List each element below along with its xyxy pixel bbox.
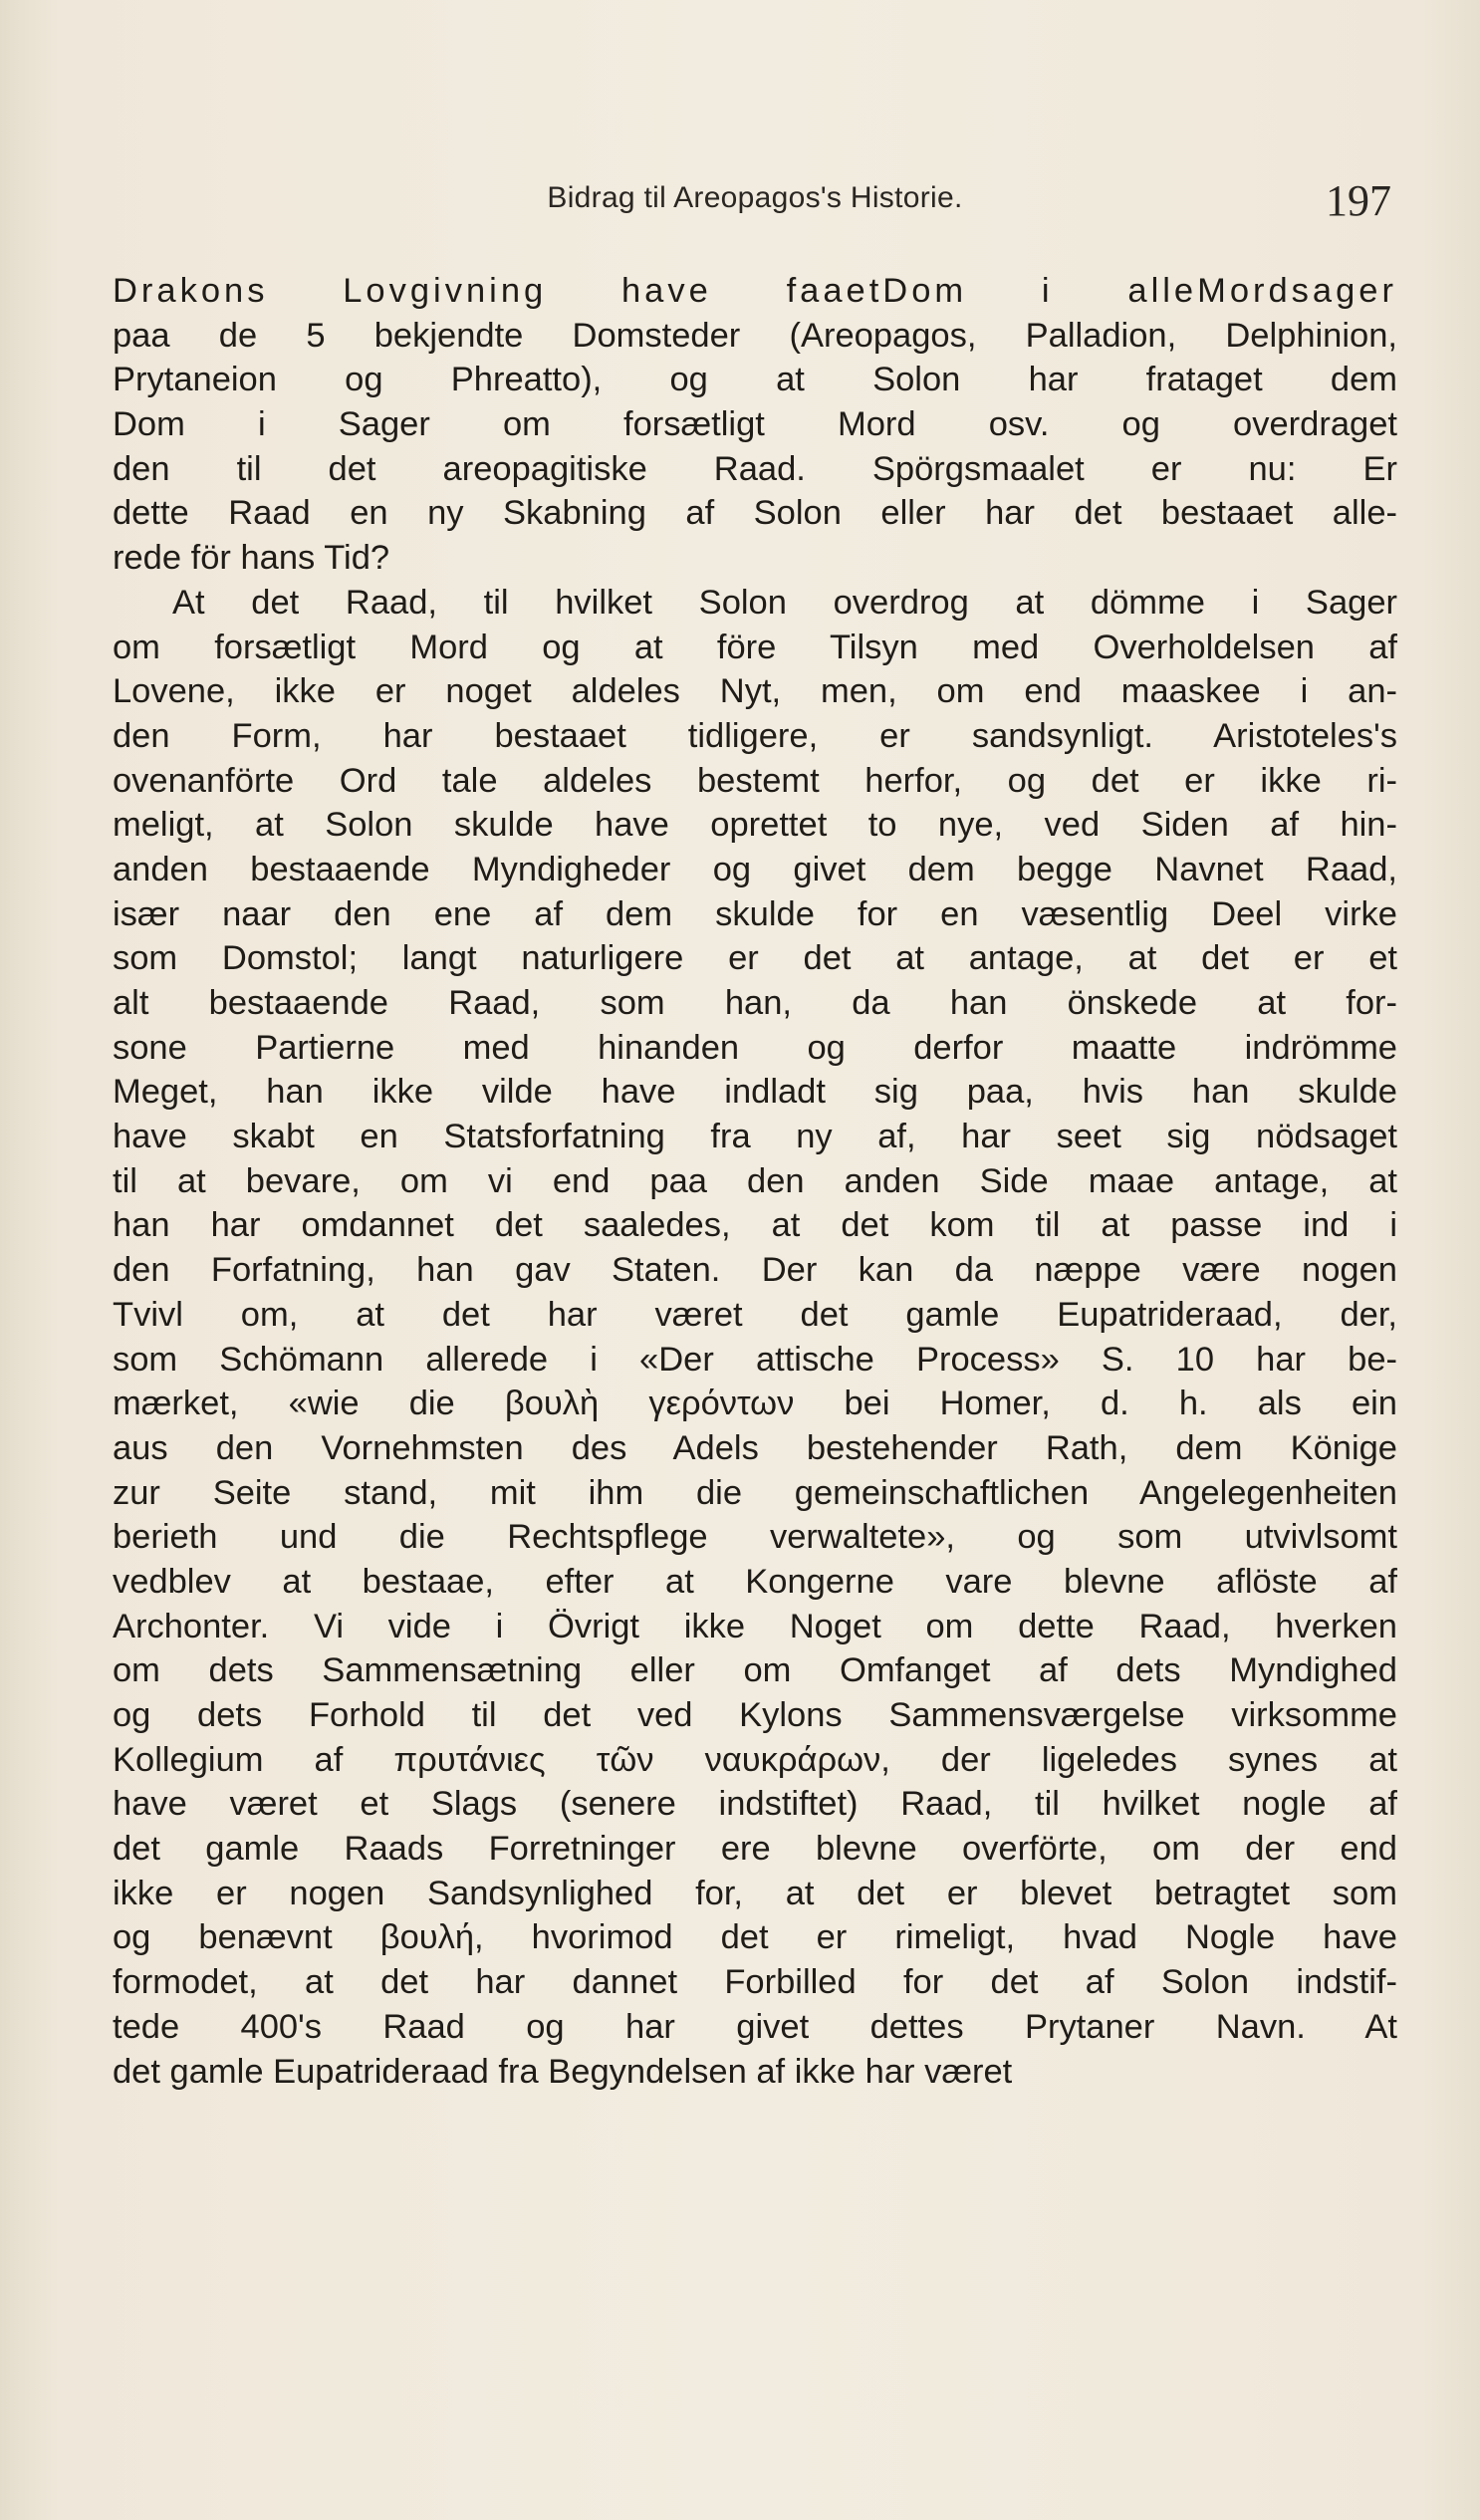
text-line: Lovene, ikke er noget aldeles Nyt, men, om end maaskee i an- [113,672,1397,711]
text-line: Tvivl om, at det har været det gamle Eupatrideraad, der, [113,1295,1397,1334]
text-line: Kollegium af πρυτάνιες τῶν ναυκράρων, der ligeledes synes at [113,1740,1397,1779]
text-line: have været et Slags (senere indstiftet) Raad, til hvilket nogle af [113,1785,1397,1824]
text-line: Drakons Lovgivning have faaetDom i alleMordsager [113,272,1397,310]
text-line: paa de 5 bekjendte Domsteder (Areopagos, Palladion, Delphinion, [113,316,1397,355]
text-line: og benævnt βουλή, hvorimod det er rimeligt, hvad Nogle have [113,1918,1397,1957]
text-line: have skabt en Statsforfatning fra ny af, har seet sig nödsaget [113,1118,1397,1156]
text-line: mærket, «wie die βουλὴ γερόντων bei Homer, d. h. als ein [113,1385,1397,1423]
text-line: om forsætligt Mord og at före Tilsyn med Overholdelsen af [113,628,1397,666]
text-line: Prytaneion og Phreatto), og at Solon har frataget dem [113,361,1397,399]
text-line: den Forfatning, han gav Staten. Der kan da næppe være nogen [113,1251,1397,1290]
text-line: ovenanförte Ord tale aldeles bestemt herfor, og det er ikke ri- [113,761,1397,800]
text-line: alt bestaaende Raad, som han, da han önskede at for- [113,984,1397,1022]
text-line: Dom i Sager om forsætligt Mord osv. og overdraget [113,405,1397,444]
page-number: 197 [1326,176,1391,225]
running-title: Bidrag til Areopagos's Historie. [547,181,963,214]
text-line: han har omdannet det saaledes, at det kom til at passe ind i [113,1206,1397,1245]
text-line: At det Raad, til hvilket Solon overdrog at dömme i Sager [172,583,1397,622]
text-line: berieth und die Rechtspflege verwaltete», og som utvivlsomt [113,1518,1397,1557]
text-line: det gamle Eupatrideraad fra Begyndelsen af ikke har været [113,2052,1013,2091]
text-line: Meget, han ikke vilde have indladt sig paa, hvis han skulde [113,1073,1397,1112]
text-line: og dets Forhold til det ved Kylons Sammensværgelse virksomme [113,1696,1397,1734]
text-line: sone Partierne med hinanden og derfor maatte indrömme [113,1028,1397,1067]
text-line: om dets Sammensætning eller om Omfanget af dets Myndighed [113,1651,1397,1690]
text-line: vedblev at bestaae, efter at Kongerne vare blevne aflöste af [113,1562,1397,1601]
text-line: som Domstol; langt naturligere er det at antage, at det er et [113,939,1397,978]
text-line: tede 400's Raad og har givet dettes Prytaner Navn. At [113,2007,1397,2046]
text-line: dette Raad en ny Skabning af Solon eller har det bestaaet alle- [113,494,1397,533]
text-line: den Form, har bestaaet tidligere, er sandsynligt. Aristoteles's [113,716,1397,755]
text-line: ikke er nogen Sandsynlighed for, at det er blevet betragtet som [113,1874,1397,1912]
text-line: især naar den ene af dem skulde for en væsentlig Deel virke [113,894,1397,933]
body-text [113,269,1397,2094]
text-line: den til det areopagitiske Raad. Spörgsmaalet er nu: Er [113,449,1397,488]
text-line: anden bestaaende Myndigheder og givet dem begge Navnet Raad, [113,850,1397,888]
text-line: Archonter. Vi vide i Övrigt ikke Noget om dette Raad, hverken [113,1607,1397,1645]
text-line: aus den Vornehmsten des Adels bestehender Rath, dem Könige [113,1428,1397,1467]
text-line: zur Seite stand, mit ihm die gemeinschaftlichen Angelegenheiten [113,1473,1397,1512]
text-line: det gamle Raads Forretninger ere blevne overförte, om der end [113,1830,1397,1869]
page-header [113,149,1397,225]
text-line: rede för hans Tid? [113,539,390,578]
text-line: som Schömann allerede i «Der attische Process» S. 10 har be- [113,1340,1397,1379]
text-line: formodet, at det har dannet Forbilled for det af Solon indstif- [113,1963,1397,2002]
text-line: til at bevare, om vi end paa den anden Side maae antage, at [113,1161,1397,1200]
text-line: meligt, at Solon skulde have oprettet to nye, ved Siden af hin- [113,806,1397,845]
